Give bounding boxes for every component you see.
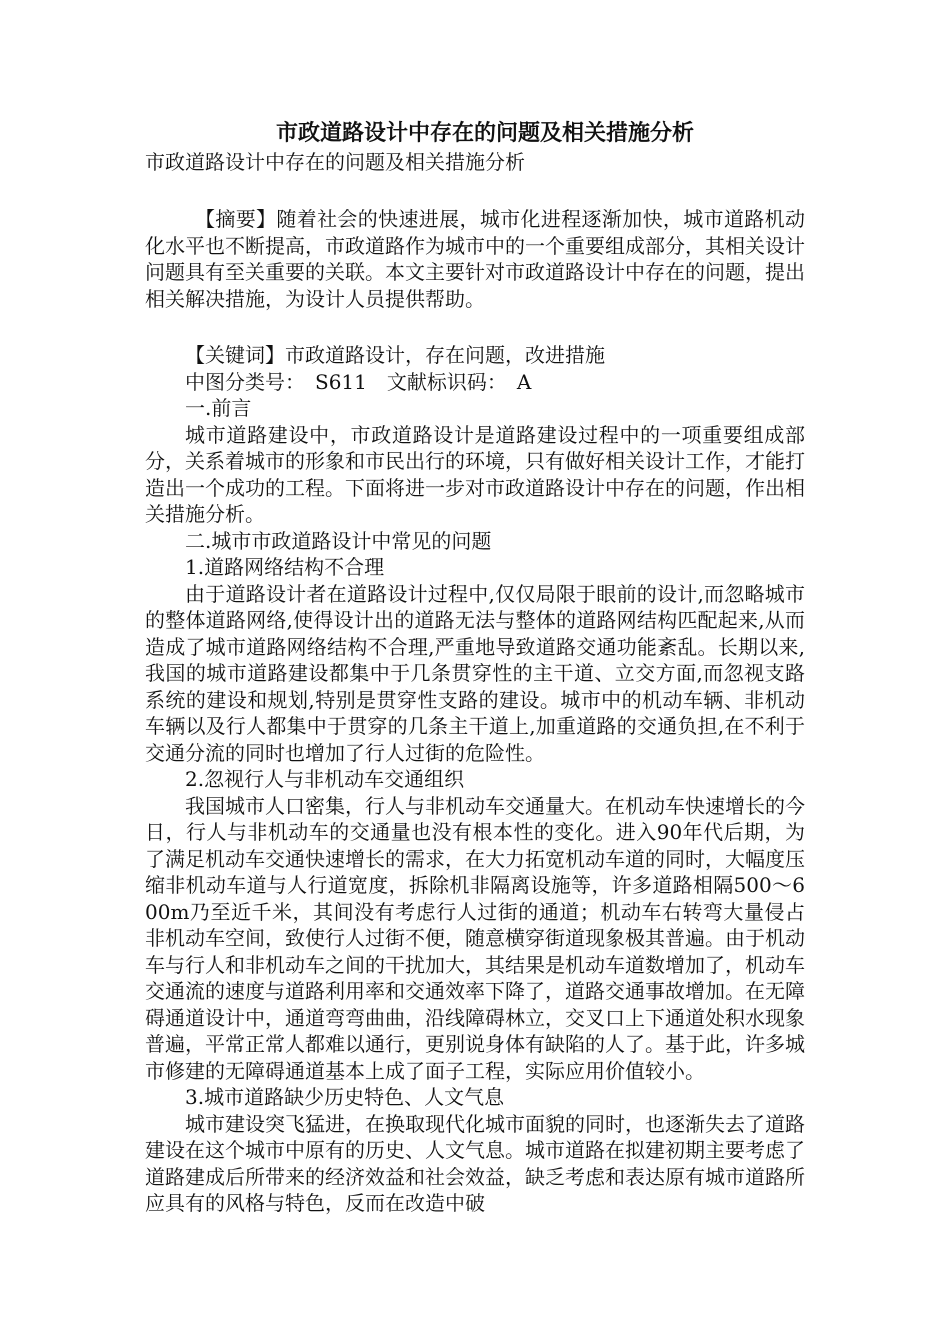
document-page bbox=[145, 118, 805, 1217]
subsection-heading-history: 3.城市道路缺少历史特色、人文气息 bbox=[185, 1085, 505, 1109]
subsection-heading-network: 1.道路网络结构不合理 bbox=[185, 555, 385, 579]
body-paragraph: 由于道路设计者在道路设计过程中,仅仅局限于眼前的设计,而忽略城市的整体道路网络,使得设计出的道路无法与整体的道路网结构匹配起来,从而造成了城市道路网络结构不合理,严重地导致道路交通功能紊乱。长期以来,我国的城市道路建设都集中于几条贯穿性的主干道、立交方面,而忽视支路系统的建设和规划,特别是贯穿性支路的建设。城市中的机动车辆、非机动车辆以及行人都集中于贯穿的几条主干道上,加重道路的交通负担,在不利于交通分流的同时也增加了行人过街的危险性。 bbox=[145, 581, 805, 765]
abstract-paragraph: 【摘要】随着社会的快速进展，城市化进程逐渐加快，城市道路机动化水平也不断提高，市政道路作为城市中的一个重要组成部分，其相关设计问题具有至关重要的关联。本文主要针对市政道路设计中存在的问题，提出相关解决措施，为设计人员提供帮助。 bbox=[145, 207, 805, 311]
keywords-line: 【关键词】市政道路设计，存在问题，改进措施 bbox=[185, 343, 605, 367]
section-heading-common-problems: 二.城市市政道路设计中常见的问题 bbox=[185, 528, 492, 553]
section-heading-preface: 一.前言 bbox=[185, 396, 252, 420]
subsection-heading-pedestrian: 2.忽视行人与非机动车交通组织 bbox=[185, 767, 465, 791]
classification-line: 中图分类号： S611 文献标识码： A bbox=[185, 369, 532, 394]
body-paragraph: 城市建设突飞猛进，在换取现代化城市面貌的同时，也逐渐失去了道路建设在这个城市中原有的历史、人文气息。城市道路在拟建初期主要考虑了道路建成后所带来的经济效益和社会效益，缺乏考虑和表达原有城市道路所应具有的风格与特色，反而在改造中破 bbox=[145, 1111, 805, 1215]
document-title: 市政道路设计中存在的问题及相关措施分析 bbox=[275, 120, 694, 146]
body-paragraph: 城市道路建设中，市政道路设计是道路建设过程中的一项重要组成部分，关系着城市的形象和市民出行的环境，只有做好相关设计工作，才能打造出一个成功的工程。下面将进一步对市政道路设计中存在的问题，作出相关措施分析。 bbox=[145, 422, 805, 526]
body-paragraph: 我国城市人口密集，行人与非机动车交通量大。在机动车快速增长的今日，行人与非机动车的交通量也没有根本性的变化。进入90年代后期，为了满足机动车交通快速增长的需求，在大力拓宽机动车道的同时，大幅度压缩非机动车道与人行道宽度，拆除机非隔离设施等，许多道路相隔500～600m乃至近千米，其间没有考虑行人过街的通道；机动车右转弯大量侵占非机动车空间，致使行人过街不便，随意横穿街道现象极其普遍。由于机动车与行人和非机动车之间的干扰加大，其结果是机动车道数增加了，机动车交通流的速度与道路利用率和交通效率下降了，道路交通事故增加。在无障碍通道设计中，通道弯弯曲曲，沿线障碍林立，交叉口上下通道处积水现象普遍，平常正常人都难以通行，更别说身体有缺陷的人了。基于此，许多城市修建的无障碍通道基本上成了面子工程，实际应用价值较小。 bbox=[145, 793, 805, 1083]
document-subtitle: 市政道路设计中存在的问题及相关措施分析 bbox=[145, 150, 525, 174]
